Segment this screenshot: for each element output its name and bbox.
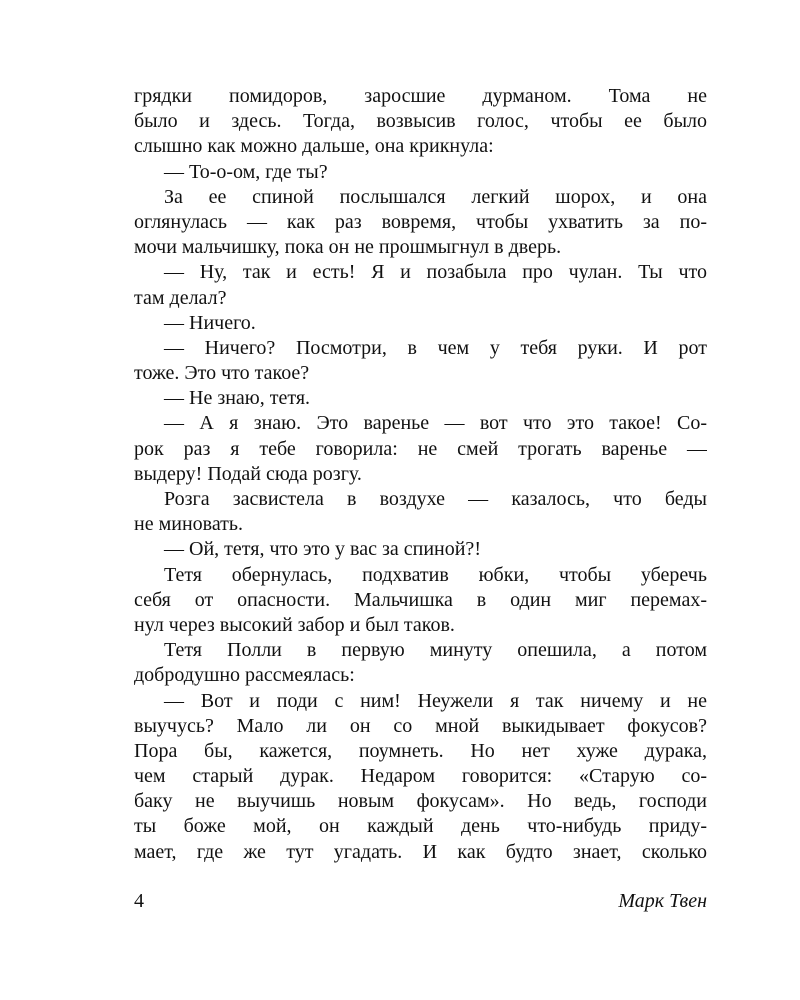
text-line: слышно как можно дальше, она крикнула:	[134, 135, 494, 158]
text-line: — Ну, так и есть! Я и позабыла про чулан. Ты что	[164, 261, 707, 284]
text-line: тоже. Это что такое?	[134, 362, 310, 385]
text-line: нул через высокий забор и был таков.	[134, 613, 455, 636]
page-number: 4	[134, 890, 144, 912]
text-line: выдеру! Подай сюда розгу.	[134, 462, 362, 485]
text-line: — То-о-ом, где ты?	[164, 160, 328, 183]
body-text	[134, 84, 707, 865]
text-line: там делал?	[134, 286, 227, 309]
text-line: не миновать.	[134, 513, 244, 536]
text-line: — Ой, тетя, что это у вас за спиной?!	[164, 538, 481, 561]
text-line: себя от опасности. Мальчишка в один миг перемах-	[134, 588, 707, 611]
running-author: Марк Твен	[618, 890, 707, 912]
text-line: чем старый дурак. Недаром говорится: «Старую со-	[134, 765, 707, 788]
text-line: Пора бы, кажется, поумнеть. Но нет хуже дурака,	[134, 739, 707, 762]
text-line: — Ничего.	[164, 311, 256, 334]
text-line: было и здесь. Тогда, возвысив голос, чтобы ее было	[134, 110, 707, 133]
text-line: Розга засвистела в воздухе — казалось, что беды	[164, 488, 707, 510]
text-line: баку не выучишь новым фокусам». Но ведь, господи	[134, 790, 707, 813]
text-line: ты боже мой, он каждый день что-нибудь приду-	[134, 815, 707, 838]
text-line: выучусь? Мало ли он со мной выкидывает фокусов?	[134, 714, 707, 737]
text-line: мает, где же тут угадать. И как будто знает, сколько	[134, 840, 707, 863]
text-line: За ее спиной послышался легкий шорох, и она	[164, 185, 707, 208]
text-line: мочи мальчишку, пока он не прошмыгнул в дверь.	[134, 236, 562, 259]
text-line: добродушно рассмеялась:	[134, 664, 355, 687]
text-line: грядки помидоров, заросшие дурманом. Тома не	[134, 85, 707, 107]
text-line: Тетя Полли в первую минуту опешила, а потом	[164, 639, 707, 662]
text-line: оглянулась — как раз вовремя, чтобы ухватить за по-	[134, 210, 707, 233]
text-line: — Не знаю, тетя.	[164, 387, 311, 410]
text-line: рок раз я тебе говорила: не смей трогать варенье —	[134, 437, 707, 460]
text-line: — А я знаю. Это варенье — вот что это такое! Со-	[164, 412, 707, 435]
text-line: — Ничего? Посмотри, в чем у тебя руки. И рот	[164, 336, 707, 359]
text-line: Тетя обернулась, подхватив юбки, чтобы уберечь	[164, 563, 707, 586]
page-footer	[134, 888, 707, 914]
text-line: — Вот и поди с ним! Неужели я так ничему и не	[164, 689, 707, 712]
